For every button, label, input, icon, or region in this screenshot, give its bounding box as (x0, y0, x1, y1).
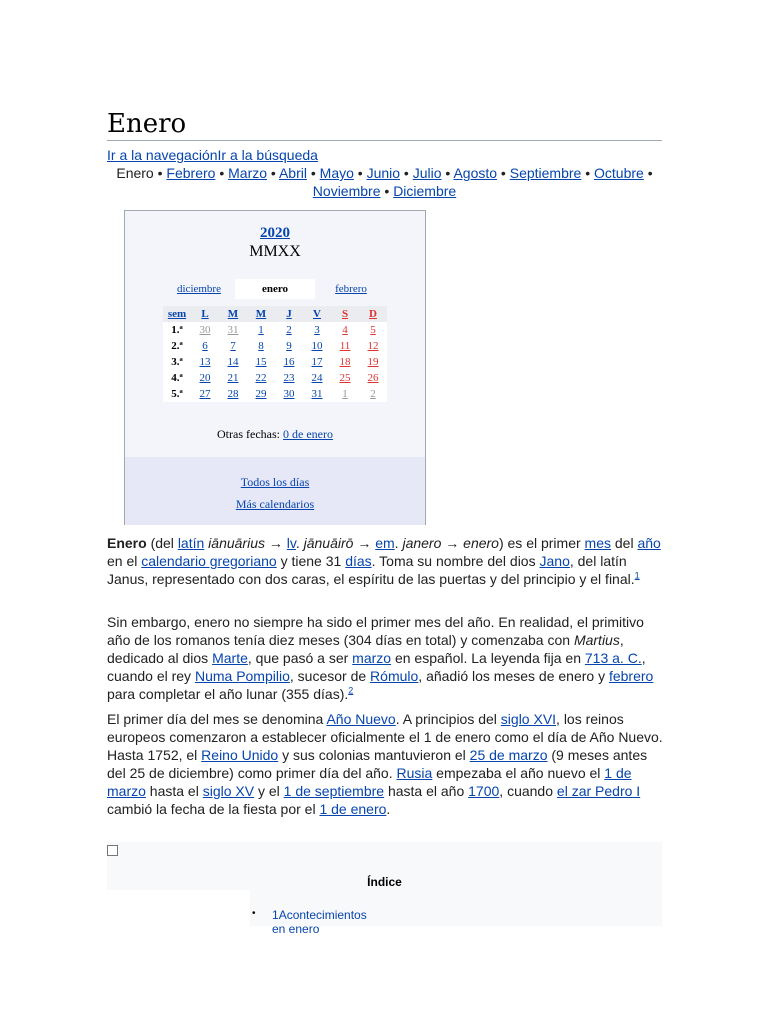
page-title: Enero (107, 108, 662, 141)
more-calendars-row (125, 497, 425, 512)
reference-1 (635, 570, 640, 580)
text: hasta el año (384, 783, 469, 799)
prev-month-link[interactable]: diciembre (177, 283, 221, 295)
text-italic: jānuāirō (299, 535, 354, 551)
text: , los reinos europeos comenzaron a establecer oficialmente el 1 de enero como el día de Año Nuevo. Hasta 1752, el (107, 711, 663, 763)
text: . (295, 535, 300, 551)
calendar-day-link[interactable]: 27 (199, 388, 211, 400)
month-nav-separator: • (353, 165, 367, 181)
month-nav-separator: • (153, 165, 167, 181)
link-siglo-xv[interactable]: siglo XV (202, 783, 255, 799)
calendar-roman-year: MMXX (249, 243, 301, 260)
calendar-week-row (163, 322, 387, 338)
calendar-day-cell (359, 386, 387, 402)
calendar-day-link[interactable]: 4 (342, 324, 348, 336)
weekend-header-link[interactable]: S (341, 308, 349, 320)
month-navigation (107, 164, 662, 200)
month-nav-noviembre[interactable]: Noviembre (312, 183, 381, 199)
calendar-day-cell (247, 338, 275, 354)
all-days-link[interactable]: Todos los días (240, 475, 310, 489)
calendar-day-link[interactable]: 18 (339, 356, 351, 368)
calendar-day-cell (331, 338, 359, 354)
link-jano[interactable]: Jano (539, 553, 570, 569)
calendar-day-cell (359, 370, 387, 386)
calendar-day-cell (303, 354, 331, 370)
calendar-day-cell (303, 338, 331, 354)
calendar-infobox (124, 210, 426, 525)
month-nav-abril[interactable]: Abril (278, 165, 307, 181)
calendar-day-cell (219, 370, 247, 386)
calendar-day-cell (303, 386, 331, 402)
week-number: 3.ª (171, 356, 183, 368)
calendar-year (125, 225, 425, 242)
week-header-link[interactable]: sem (167, 308, 187, 320)
weekend-header (331, 306, 359, 322)
calendar-day-link[interactable]: 10 (311, 340, 323, 352)
term-bold: Enero (107, 535, 147, 551)
reference-link[interactable]: 2 (348, 685, 354, 696)
calendar-day-cell (331, 322, 359, 338)
calendar-day-link[interactable]: 1 (258, 324, 264, 336)
link-numa-pompilio[interactable]: Numa Pompilio (194, 668, 290, 684)
text: El primer día del mes se denomina (107, 711, 327, 727)
other-dates (125, 427, 425, 442)
weekday-header (219, 306, 247, 322)
text: , cuando el rey (107, 650, 646, 684)
calendar-day-cell (247, 386, 275, 402)
toc-bullet: • (252, 908, 256, 919)
weekend-header (359, 306, 387, 322)
calendar-day-cell (359, 338, 387, 354)
calendar-grid (163, 306, 387, 402)
calendar-day-link[interactable]: 29 (255, 388, 267, 400)
text: hasta el (145, 783, 203, 799)
link-713-ac[interactable]: 713 a. C. (584, 650, 642, 666)
text: empezaba el año nuevo el (432, 765, 605, 781)
calendar-day-link[interactable]: 14 (227, 356, 239, 368)
text-italic: iānuārius (204, 535, 265, 551)
calendar-day-cell (191, 370, 219, 386)
link-mes[interactable]: mes (584, 535, 611, 551)
calendar-day-link[interactable]: 20 (199, 372, 211, 384)
week-number: 2.ª (171, 340, 183, 352)
calendar-day-link[interactable]: 12 (367, 340, 379, 352)
month-nav-separator: • (306, 165, 320, 181)
skip-links (107, 147, 318, 164)
link-1-de-septiembre[interactable]: 1 de septiembre (283, 783, 385, 799)
month-nav-separator: • (497, 165, 510, 181)
calendar-day-cell (247, 354, 275, 370)
calendar-day-link[interactable]: 21 (227, 372, 239, 384)
calendar-year-link[interactable]: 2020 (260, 225, 290, 241)
calendar-day-link[interactable]: 25 (339, 372, 351, 384)
link-1700[interactable]: 1700 (468, 783, 500, 799)
link-dias[interactable]: días (345, 553, 372, 569)
text: , que pasó a ser (247, 650, 353, 666)
text: , dedicado al dios (107, 632, 624, 666)
next-month-link[interactable]: febrero (335, 283, 367, 295)
calendar-day-link[interactable]: 8 (258, 340, 264, 352)
weekday-header-link[interactable]: M (255, 308, 267, 320)
article-paragraph-2 (107, 613, 667, 703)
calendar-day-link[interactable]: 17 (311, 356, 323, 368)
month-nav-current: Enero (116, 165, 154, 181)
calendar-day-link[interactable]: 19 (367, 356, 379, 368)
month-nav-septiembre[interactable]: Septiembre (509, 165, 582, 181)
week-number: 5.ª (171, 388, 183, 400)
link-calendario-gregoriano[interactable]: calendario gregoriano (141, 553, 277, 569)
text: , del latín Janus, representado con dos caras, el espíritu de las puertas y del principio y el final. (107, 553, 635, 587)
calendar-day-cell (275, 338, 303, 354)
text: → (264, 535, 287, 551)
week-number: 4.ª (171, 372, 183, 384)
text: → (353, 535, 376, 551)
weekday-header-link[interactable]: J (286, 308, 292, 320)
month-nav-febrero[interactable]: Febrero (166, 165, 216, 181)
weekday-header-link[interactable]: V (313, 308, 321, 320)
calendar-day-cell (331, 370, 359, 386)
calendar-day-link[interactable]: 3 (314, 324, 320, 336)
month-nav-octubre[interactable]: Octubre (594, 165, 644, 181)
calendar-footer (125, 457, 425, 525)
text: . (386, 801, 391, 817)
calendar-day-link[interactable]: 7 (230, 340, 236, 352)
month-nav-separator: • (215, 165, 229, 181)
toc-spacer (107, 890, 250, 926)
calendar-day-cell (219, 354, 247, 370)
link-ano-nuevo[interactable]: Año Nuevo (326, 711, 396, 727)
skip-to-navigation-link[interactable]: Ir a la navegación (107, 147, 218, 163)
calendar-day-link[interactable]: 2 (370, 388, 376, 400)
toc-item-link[interactable] (272, 908, 367, 936)
text: cambió la fecha de la fiesta por el (107, 801, 320, 817)
text: en el (107, 553, 142, 569)
weekday-header (191, 306, 219, 322)
text-italic: enero (463, 535, 499, 551)
text: (del (146, 535, 178, 551)
toc-item-label: Acontecimientos en enero (272, 908, 367, 936)
toc-item-number: 1 (272, 908, 279, 922)
calendar-day-cell (275, 370, 303, 386)
calendar-day-link[interactable]: 26 (367, 372, 379, 384)
more-calendars-link[interactable]: Más calendarios (235, 497, 315, 511)
calendar-day-link[interactable]: 22 (255, 372, 267, 384)
link-zar-pedro-i[interactable]: el zar Pedro I (556, 783, 641, 799)
calendar-day-cell (191, 338, 219, 354)
reference-link[interactable]: 1 (634, 570, 640, 581)
calendar-day-cell (191, 386, 219, 402)
calendar-day-cell (191, 322, 219, 338)
calendar-day-cell (303, 370, 331, 386)
article-paragraph-3 (107, 710, 667, 818)
calendar-day-cell (331, 386, 359, 402)
calendar-day-cell (359, 322, 387, 338)
calendar-month-switcher (165, 279, 385, 299)
article-paragraph-1 (107, 534, 667, 588)
text: → (441, 535, 464, 551)
weekday-header (275, 306, 303, 322)
calendar-day-link[interactable]: 30 (283, 388, 295, 400)
month-nav-julio[interactable]: Julio (412, 165, 442, 181)
reference-2 (348, 685, 353, 695)
other-dates-label: Otras fechas: (217, 427, 283, 441)
text: y el (254, 783, 284, 799)
toc-title: Índice (367, 875, 402, 889)
week-number: 1.ª (171, 324, 183, 336)
week-header (163, 306, 191, 322)
calendar-week-row (163, 370, 387, 386)
text: . A principios del (395, 711, 501, 727)
weekday-header-link[interactable]: M (227, 308, 239, 320)
calendar-day-link[interactable]: 1 (342, 388, 348, 400)
link-siglo-xvi[interactable]: siglo XVI (500, 711, 557, 727)
calendar-day-cell (275, 322, 303, 338)
month-nav-mayo[interactable]: Mayo (319, 165, 354, 181)
link-latin[interactable]: latín (177, 535, 205, 551)
next-month-cell (317, 279, 385, 299)
text: y tiene 31 (276, 553, 346, 569)
calendar-day-link[interactable]: 2 (286, 324, 292, 336)
text: y sus colonias mantuvieron el (278, 747, 470, 763)
calendar-day-link[interactable]: 11 (339, 340, 351, 352)
text: (9 meses antes del 25 de diciembre) como primer día del año. (107, 747, 648, 781)
calendar-day-link[interactable]: 9 (286, 340, 292, 352)
skip-to-search-link[interactable]: Ir a la búsqueda (217, 147, 318, 163)
link-marzo[interactable]: marzo (352, 650, 392, 666)
link-25-de-marzo[interactable]: 25 de marzo (469, 747, 548, 763)
link-ano[interactable]: año (637, 535, 661, 551)
table-of-contents (107, 842, 662, 936)
calendar-day-link[interactable]: 28 (227, 388, 239, 400)
toc-toggle-checkbox[interactable] (107, 845, 118, 856)
calendar-day-link[interactable]: 23 (283, 372, 295, 384)
calendar-day-cell (219, 322, 247, 338)
calendar-day-cell (247, 370, 275, 386)
weekend-header-link[interactable]: D (369, 308, 377, 320)
all-days-row (125, 475, 425, 490)
month-nav-separator: • (400, 165, 413, 181)
calendar-day-link[interactable]: 24 (311, 372, 323, 384)
calendar-day-link[interactable]: 31 (227, 324, 239, 336)
month-nav-diciembre[interactable]: Diciembre (393, 183, 457, 199)
calendar-day-link[interactable]: 30 (199, 324, 211, 336)
text-italic: Martius (573, 632, 620, 648)
link-romulo[interactable]: Rómulo (370, 668, 419, 684)
calendar-day-link[interactable]: 31 (311, 388, 323, 400)
calendar-day-cell (219, 386, 247, 402)
calendar-day-cell (219, 338, 247, 354)
month-nav-agosto[interactable]: Agosto (453, 165, 498, 181)
calendar-day-cell (247, 322, 275, 338)
calendar-header-row (163, 306, 387, 322)
calendar-day-cell (275, 354, 303, 370)
text: del (611, 535, 638, 551)
link-em[interactable]: em (375, 535, 395, 551)
text: . Toma su nombre del dios (371, 553, 540, 569)
link-1-de-marzo[interactable]: 1 de marzo (107, 765, 632, 799)
month-nav-marzo[interactable]: Marzo (228, 165, 268, 181)
weekday-header (303, 306, 331, 322)
month-nav-separator: • (441, 165, 454, 181)
calendar-day-link[interactable]: 15 (255, 356, 267, 368)
calendar-day-cell (331, 354, 359, 370)
weekday-header (247, 306, 275, 322)
calendar-body (163, 322, 387, 402)
weekday-header-link[interactable]: L (201, 308, 209, 320)
calendar-day-cell (275, 386, 303, 402)
calendar-day-cell (191, 354, 219, 370)
link-febrero[interactable]: febrero (608, 668, 654, 684)
calendar-week-row (163, 338, 387, 354)
link-reino-unido[interactable]: Reino Unido (201, 747, 279, 763)
calendar-day-link[interactable]: 16 (283, 356, 295, 368)
text: Sin embargo, enero no siempre ha sido el primer mes del año. En realidad, el primitivo año de los romanos tenía diez meses (304 días en total) y comenzaba con (107, 614, 644, 648)
calendar-day-cell (303, 322, 331, 338)
calendar-day-cell (359, 354, 387, 370)
month-nav-separator: • (380, 183, 394, 199)
text: , sucesor de (289, 668, 371, 684)
month-nav-separator: • (267, 165, 279, 181)
link-lv[interactable]: lv (286, 535, 296, 551)
text: en español. La leyenda fija en (391, 650, 585, 666)
text-italic: janero (398, 535, 442, 551)
current-month-label: enero (235, 279, 315, 299)
month-nav-junio[interactable]: Junio (366, 165, 401, 181)
calendar-week-row (163, 354, 387, 370)
link-marte[interactable]: Marte (212, 650, 248, 666)
link-1-de-enero[interactable]: 1 de enero (319, 801, 387, 817)
text: para completar el año lunar (355 días). (107, 686, 349, 702)
calendar-day-link[interactable]: 6 (202, 340, 208, 352)
month-nav-separator: • (581, 165, 595, 181)
prev-month-cell (165, 279, 233, 299)
calendar-day-link[interactable]: 13 (199, 356, 211, 368)
text: , añadió los meses de enero y (418, 668, 609, 684)
text: ) es el primer (498, 535, 585, 551)
text: , cuando (499, 783, 557, 799)
calendar-week-row (163, 386, 387, 402)
calendar-day-link[interactable]: 5 (370, 324, 376, 336)
text: . (394, 535, 399, 551)
link-rusia[interactable]: Rusia (396, 765, 433, 781)
other-dates-link[interactable]: 0 de enero (283, 427, 333, 441)
month-nav-separator: • (643, 165, 653, 181)
